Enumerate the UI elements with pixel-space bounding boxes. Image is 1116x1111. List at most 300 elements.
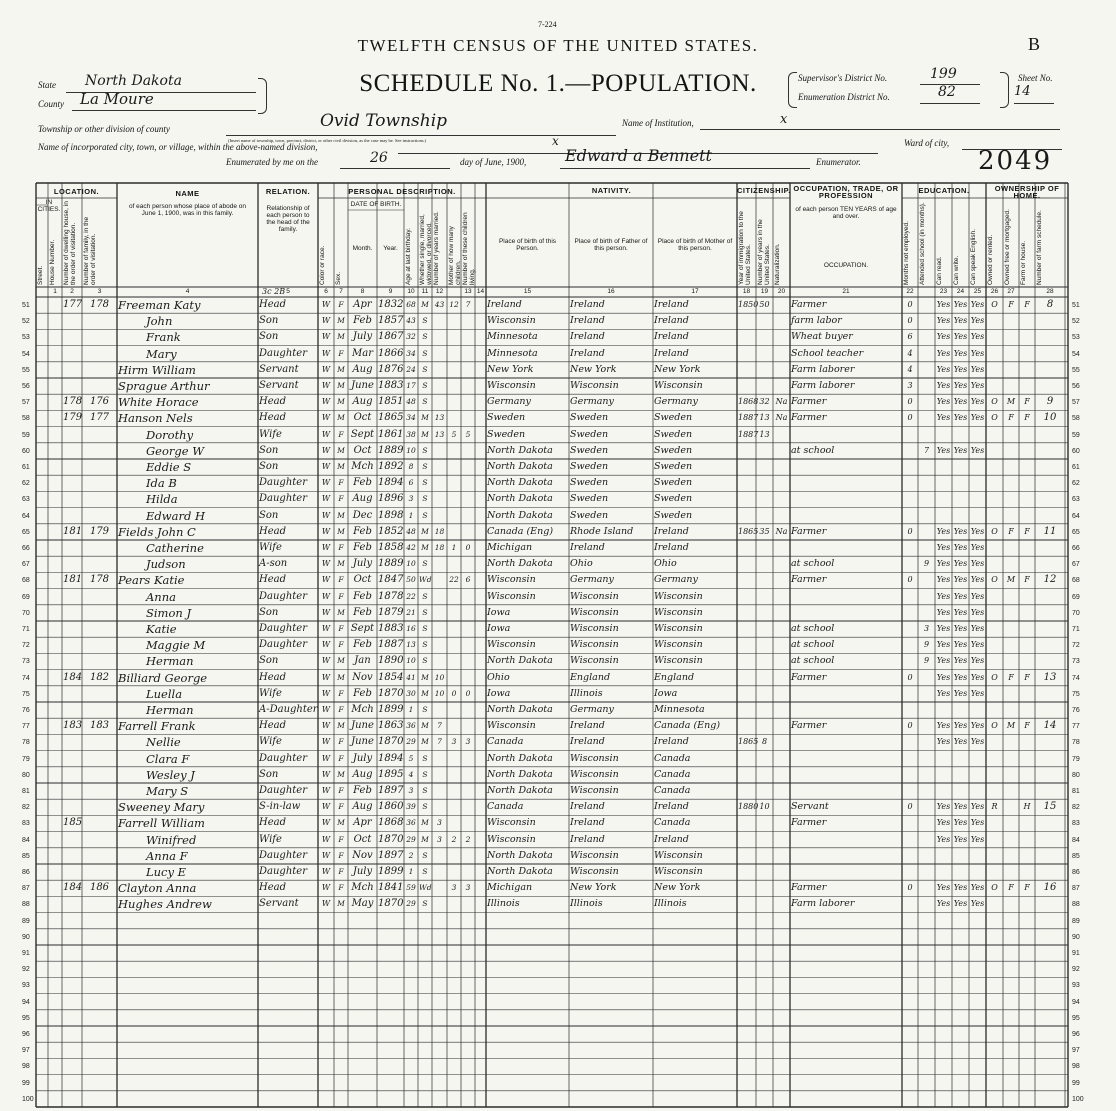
line-number-right: 66 [1072, 545, 1080, 552]
cell-fam: 178 [89, 299, 110, 310]
cell-pob: Iowa [487, 623, 511, 634]
header-speak: Can speak English. [970, 228, 977, 285]
cell-speak: Yes [970, 899, 985, 909]
line-number-right: 62 [1072, 480, 1080, 488]
cell-pob: Canada [487, 801, 524, 813]
line-number-right: 69 [1072, 593, 1080, 601]
cell-mar: S [422, 867, 428, 876]
line-number-right: 80 [1072, 771, 1080, 779]
cell-mar: S [422, 753, 428, 763]
column-number: 10 [407, 288, 415, 295]
cell-age: 42 [406, 543, 416, 552]
cell-year: 1851 [378, 396, 404, 408]
cell-mar: M [421, 543, 429, 552]
cell-mar: S [422, 802, 428, 812]
cell-sex: F [338, 300, 344, 309]
cell-write: Yes [953, 300, 968, 309]
cell-month: Feb [353, 639, 372, 651]
cell-pof: Germany [570, 396, 614, 408]
cell-mar: S [422, 640, 428, 650]
cell-imm: 1868 [738, 397, 759, 407]
cell-pob: Ireland [487, 299, 522, 310]
column-number: 12 [435, 288, 444, 295]
line-number-left: 61 [22, 464, 30, 471]
cell-name: Hirm William [118, 362, 196, 377]
line-number-right: 52 [1072, 318, 1080, 326]
cell-read: Yes [936, 591, 951, 601]
cell-sched: 8 [1046, 299, 1054, 310]
cell-year: 1887 [378, 639, 404, 651]
cell-pom: Wisconsin [654, 623, 703, 634]
cell-pom: Sweden [654, 509, 693, 521]
header-nativity: NATIVITY. [591, 186, 632, 195]
line-number-left: 96 [22, 1031, 30, 1038]
line-number-left: 67 [22, 561, 30, 569]
column-number: 8 [360, 288, 365, 295]
cell-age: 24 [406, 364, 416, 374]
cell-speak: Yes [970, 624, 985, 633]
cell-nat: Na [775, 526, 788, 536]
cell-color: W [321, 413, 331, 423]
cell-year: 1865 [378, 412, 404, 424]
cell-name: Catherine [146, 541, 204, 555]
line-number-left: 95 [22, 1014, 30, 1022]
cell-pom: Sweden [654, 477, 693, 489]
line-number-right: 96 [1072, 1031, 1080, 1038]
cell-mar: S [422, 769, 428, 779]
column-number: 13 [464, 288, 472, 295]
cell-speak: Yes [970, 300, 985, 309]
cell-year: 1863 [378, 720, 404, 732]
cell-occ: at school [791, 655, 835, 667]
cell-name: John [146, 314, 173, 329]
cell-nat: Na [775, 397, 788, 407]
cell-read: Yes [936, 413, 951, 423]
line-number-left: 68 [22, 577, 30, 585]
line-number-right: 81 [1072, 788, 1080, 795]
cell-speak: Yes [970, 688, 985, 698]
township-label: Township or other division of county [38, 124, 170, 134]
line-number-right: 54 [1072, 350, 1080, 358]
cell-year: 1889 [378, 558, 404, 570]
cell-mar: S [422, 705, 428, 714]
line-number-right: 59 [1072, 431, 1080, 439]
cell-year: 1867 [378, 331, 404, 343]
line-number-left: 52 [22, 318, 30, 326]
cell-pob: Minnesota [487, 331, 538, 343]
column-number: 4 [185, 288, 190, 295]
line-number-left: 94 [22, 998, 30, 1006]
cell-pob: North Dakota [487, 461, 553, 472]
cell-pob: Wisconsin [487, 380, 536, 391]
line-number-right: 92 [1072, 966, 1080, 974]
line-number-right: 79 [1072, 755, 1080, 763]
sheet-value: 14 [1014, 84, 1031, 99]
cell-month: Mch [351, 882, 374, 894]
cell-rel: Head [259, 299, 287, 310]
cell-read: Yes [936, 332, 951, 342]
cell-mar: S [422, 494, 428, 504]
cell-dw: 184 [63, 671, 83, 683]
cell-age: 32 [406, 332, 416, 342]
cell-read: Yes [936, 899, 951, 909]
cell-mar: S [422, 607, 428, 617]
cell-color: W [321, 591, 331, 601]
sheet-label: Sheet No. [1018, 73, 1053, 83]
line-number-right: 57 [1072, 399, 1080, 407]
line-number-right: 53 [1072, 334, 1080, 342]
column-number: 6 [324, 288, 328, 295]
cell-write: Yes [953, 332, 968, 342]
cell-write: Yes [953, 397, 968, 407]
cell-unemp: 0 [907, 316, 913, 326]
cell-ym: 10 [434, 688, 445, 698]
line-number-left: 89 [22, 917, 30, 925]
cell-imm: 1887 [738, 429, 759, 439]
cell-pob: Minnesota [487, 347, 538, 359]
cell-age: 8 [408, 462, 414, 471]
cell-name: Clayton Anna [118, 881, 197, 896]
cell-mar: S [422, 462, 428, 471]
cell-sex: F [338, 753, 344, 763]
cell-free: M [1006, 397, 1016, 407]
cell-rel: A-Daughter [259, 704, 318, 715]
cell-pom: Ohio [654, 558, 677, 570]
column-number: 17 [691, 288, 699, 295]
column-number: 19 [760, 288, 769, 295]
cell-ym: 3 [437, 834, 442, 844]
cell-occ: Farmer [791, 396, 827, 408]
cell-sched: 13 [1043, 671, 1057, 683]
cell-pob: North Dakota [487, 444, 553, 456]
column-number: 16 [607, 288, 615, 295]
cell-pof: Sweden [570, 461, 609, 472]
cell-dw: 184 [63, 882, 83, 894]
cell-age: 43 [406, 316, 416, 326]
line-number-left: 75 [22, 690, 30, 698]
cell-pof: Ireland [570, 801, 605, 813]
cell-read: Yes [936, 721, 951, 731]
cell-color: W [321, 445, 331, 455]
cell-farm: F [1024, 300, 1030, 309]
cell-year: 1894 [378, 752, 404, 764]
cell-pom: Wisconsin [654, 590, 703, 602]
cell-color: W [321, 624, 331, 633]
line-number-left: 60 [22, 447, 30, 455]
cell-pom: Canada (Eng) [654, 720, 721, 732]
cell-imm: 1865 [738, 526, 759, 536]
line-number-left: 93 [22, 982, 30, 990]
cell-month: Sept [350, 623, 375, 634]
column-number: 5 [286, 288, 290, 295]
cell-mar: S [422, 381, 428, 390]
cell-sex: F [338, 705, 344, 714]
cell-occ: Farmer [791, 817, 827, 829]
line-number-left: 80 [22, 771, 30, 779]
cell-year: 1892 [378, 461, 404, 472]
header-in-cities: IN CITIES. [37, 199, 61, 213]
cell-dw: 181 [63, 525, 83, 537]
cell-dw: 183 [63, 720, 83, 732]
cell-rel: Wife [259, 428, 282, 440]
cell-year: 1883 [378, 380, 404, 391]
cell-age: 6 [408, 478, 414, 488]
cell-color: W [321, 300, 331, 309]
cell-pom: Iowa [654, 687, 678, 699]
cell-sex: M [337, 721, 345, 731]
cell-fam: 177 [89, 412, 110, 424]
institution-label: Name of Institution, [622, 118, 694, 128]
cell-pof: Wisconsin [570, 768, 619, 780]
cell-color: W [321, 737, 331, 747]
cell-unemp: 0 [907, 575, 913, 585]
cell-year: 1876 [378, 363, 404, 375]
line-number-right: 84 [1072, 836, 1080, 844]
cell-name: Winifred [146, 832, 197, 847]
cell-color: W [321, 316, 331, 326]
cell-occ: Farmer [791, 299, 827, 310]
line-number-right: 65 [1072, 528, 1080, 536]
cell-sex: M [337, 364, 345, 374]
cell-free: M [1006, 575, 1016, 585]
cell-rel: Wife [259, 687, 282, 699]
cell-pob: Illinois [487, 898, 520, 910]
cell-mar: S [422, 478, 428, 488]
cell-read: Yes [936, 672, 951, 682]
cell-speak: Yes [970, 721, 985, 731]
header-citizenship: CITIZENSHIP. [737, 186, 791, 195]
cell-color: W [321, 543, 331, 552]
cell-pom: Canada [654, 752, 691, 764]
cell-occ: Farmer [791, 574, 827, 586]
cell-sch: 9 [923, 656, 930, 666]
cell-month: Jan [354, 655, 371, 667]
cell-pob: Sweden [487, 412, 526, 424]
cell-age: 36 [406, 721, 416, 731]
header-age: Age at last birthday. [405, 228, 412, 285]
cell-dw: 185 [63, 817, 83, 829]
cell-speak: Yes [970, 591, 985, 601]
cell-color: W [321, 494, 331, 504]
supervisor-label: Supervisor's District No. [798, 73, 888, 83]
cell-name: Mary S [146, 784, 189, 798]
cell-rel: Daughter [259, 849, 307, 861]
cell-sched: 12 [1043, 574, 1057, 586]
cell-sex: F [338, 478, 344, 488]
column-number: 1 [53, 288, 57, 295]
cell-color: W [321, 786, 331, 795]
cell-unemp: 0 [907, 883, 913, 893]
cell-age: 34 [406, 413, 416, 423]
cell-sex: F [338, 737, 344, 747]
cell-rel: Head [259, 720, 287, 732]
cell-write: Yes [953, 818, 968, 828]
cell-ym: 43 [434, 300, 445, 309]
line-number-right: 91 [1072, 950, 1080, 957]
column-number: 23 [939, 288, 948, 295]
cell-month: Feb [353, 590, 372, 602]
cell-write: Yes [953, 899, 968, 909]
cell-occ: at school [791, 623, 835, 634]
header-nat: Naturalization. [774, 243, 781, 285]
line-number-right: 63 [1072, 496, 1080, 504]
cell-imm: 1880 [738, 802, 759, 812]
cell-color: W [321, 510, 331, 520]
cell-occ: Farm laborer [791, 363, 855, 375]
cell-month: Feb [353, 606, 372, 618]
cell-sex: M [337, 462, 345, 471]
cell-pof: Sweden [570, 428, 609, 440]
cell-dw: 178 [63, 396, 83, 408]
header-farm: Farm or house. [1020, 240, 1027, 285]
cell-name: Farrell William [118, 816, 205, 831]
county-label: County [38, 99, 64, 109]
page-code: 7-224 [538, 20, 557, 29]
header-street: Street. [37, 265, 44, 285]
cell-yus: 13 [759, 429, 770, 439]
township-value: Ovid Township [320, 111, 448, 131]
column-number: 22 [906, 288, 914, 295]
cell-name: Luella [146, 686, 183, 701]
line-number-right: 82 [1072, 804, 1080, 812]
line-number-right: 71 [1072, 626, 1080, 633]
cell-mar: S [422, 591, 428, 601]
cell-farm: F [1024, 575, 1030, 585]
cell-rel: A-son [259, 558, 288, 570]
cell-rel: Head [259, 525, 287, 537]
column-number: 28 [1046, 288, 1054, 295]
cell-pob: Michigan [487, 542, 533, 553]
cell-pof: Wisconsin [570, 785, 619, 796]
enumerated-mid: day of June, 1900, [460, 157, 527, 167]
cell-pof: Germany [570, 574, 614, 586]
cell-mar: S [422, 510, 428, 520]
cell-sched: 14 [1043, 720, 1057, 732]
cell-speak: Yes [970, 348, 985, 358]
cell-mo: 22 [449, 575, 459, 585]
cell-mar: M [421, 413, 429, 423]
cell-pom: Sweden [654, 412, 693, 424]
line-number-left: 66 [22, 545, 30, 552]
header-education: EDUCATION. [918, 186, 970, 195]
cell-free: F [1008, 300, 1014, 309]
cell-read: Yes [936, 543, 951, 552]
cell-rel: Son [259, 655, 279, 667]
cell-mar: M [421, 737, 429, 747]
cell-sched: 9 [1046, 396, 1054, 408]
cell-sex: F [338, 802, 344, 812]
cell-mo: 12 [449, 300, 459, 309]
line-number-left: 58 [22, 415, 30, 423]
cell-mar: Wd [419, 575, 432, 585]
cell-name: Hilda [146, 492, 178, 507]
cell-mar: S [422, 559, 428, 569]
line-number-left: 97 [22, 1047, 30, 1055]
cell-color: W [321, 818, 331, 828]
cell-unemp: 6 [907, 332, 913, 342]
cell-year: 1889 [378, 444, 404, 456]
line-number-left: 77 [22, 723, 30, 731]
cell-year: 1879 [378, 606, 404, 618]
cell-sex: F [338, 867, 344, 876]
cell-color: W [321, 526, 331, 536]
cell-pom: Germany [654, 574, 698, 586]
cell-name: Billiard George [118, 670, 208, 685]
cell-color: W [321, 559, 331, 569]
line-number-right: 86 [1072, 869, 1080, 876]
cell-unemp: 0 [907, 300, 913, 309]
cell-pom: Canada [654, 768, 691, 780]
line-number-right: 73 [1072, 658, 1080, 666]
county-value: La Moure [80, 90, 154, 108]
line-number-right: 93 [1072, 982, 1080, 990]
line-number-left: 63 [22, 496, 30, 504]
line-number-right: 74 [1072, 674, 1080, 682]
line-number-right: 67 [1072, 561, 1080, 569]
cell-color: W [321, 656, 331, 666]
cell-month: Feb [353, 785, 372, 796]
cell-pob: Canada (Eng) [487, 525, 554, 537]
header-own: Owned or rented. [987, 234, 994, 285]
line-number-left: 55 [22, 366, 30, 374]
header-name-desc: of each person whose place of abode on June 1, 1900, was in this family. [128, 203, 247, 217]
cell-pof: Wisconsin [570, 655, 619, 667]
cell-year: 1897 [378, 849, 404, 861]
cell-pof: Wisconsin [570, 623, 619, 634]
cell-month: June [351, 380, 374, 391]
cell-free: F [1008, 413, 1014, 423]
cell-mo: 1 [451, 543, 457, 552]
cell-name: Sprague Arthur [118, 379, 210, 393]
cell-speak: Yes [970, 607, 985, 617]
cell-pom: Ireland [654, 833, 689, 845]
cell-sch: 9 [923, 559, 930, 569]
cell-mar: M [421, 688, 429, 698]
cell-age: 48 [406, 526, 416, 536]
column-number: 11 [421, 288, 429, 295]
cell-year: 1832 [378, 299, 404, 310]
cell-rel: Servant [259, 363, 299, 375]
cell-pof: Wisconsin [570, 590, 619, 602]
line-number-left: 92 [22, 966, 30, 974]
cell-name: Edward H [146, 508, 205, 523]
cell-year: 1899 [378, 866, 404, 877]
cell-pof: Wisconsin [570, 752, 619, 764]
cell-ym: 7 [437, 721, 442, 731]
cell-pom: Minnesota [654, 704, 705, 715]
cell-speak: Yes [970, 543, 985, 552]
cell-read: Yes [936, 688, 951, 698]
cell-pob: North Dakota [487, 752, 553, 764]
line-number-right: 83 [1072, 820, 1080, 828]
header-birth-father: Place of birth of Father of this person. [574, 238, 648, 252]
cell-pom: Canada [654, 785, 691, 796]
cell-write: Yes [953, 381, 968, 390]
cell-name: Maggie M [146, 638, 206, 653]
cell-year: 1878 [378, 590, 404, 602]
enumerator-label: Enumerator. [816, 157, 861, 167]
cell-speak: Yes [970, 737, 985, 747]
header-imm: Year of immigration to the United States. [738, 211, 752, 285]
cell-pob: North Dakota [487, 785, 553, 796]
cell-age: 29 [406, 737, 416, 747]
header-liv: Number of these children living. [462, 212, 476, 285]
cell-read: Yes [936, 364, 951, 374]
line-number-right: 99 [1072, 1079, 1080, 1087]
cell-mar: S [422, 850, 428, 860]
cell-year: 1858 [378, 542, 404, 553]
cell-age: 30 [406, 688, 416, 698]
